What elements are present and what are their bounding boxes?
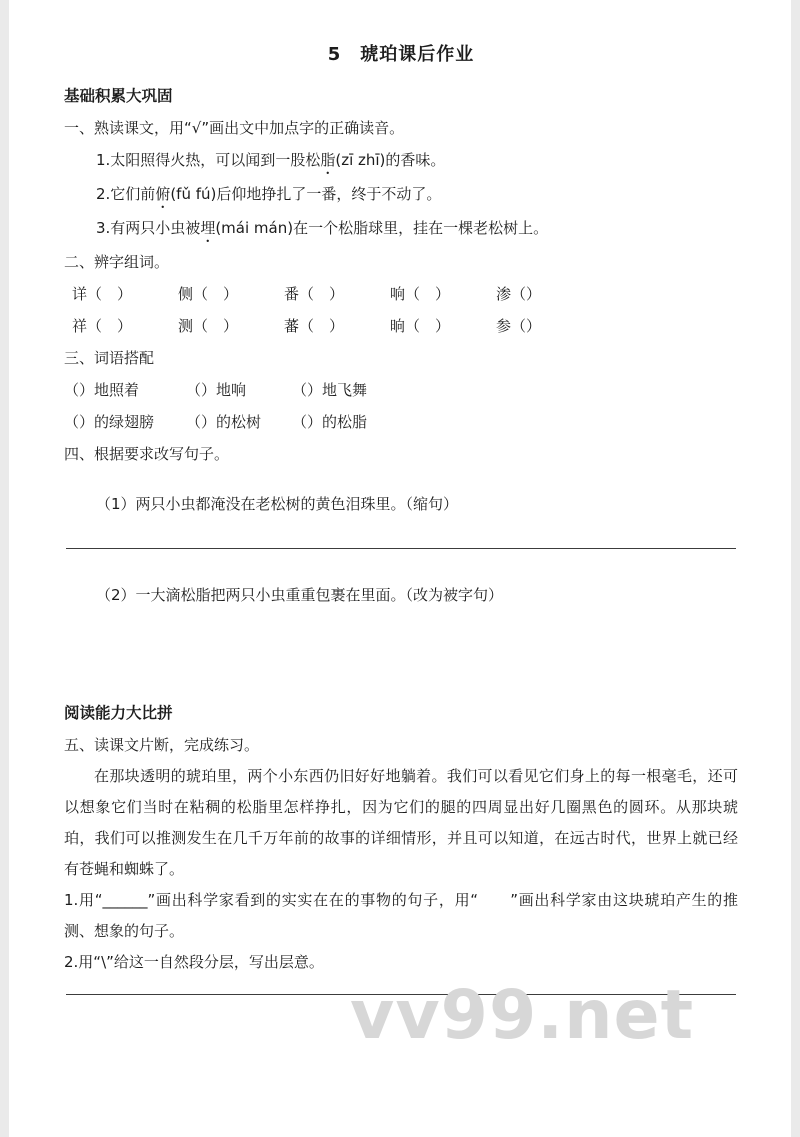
word-pair-cell: 番（ ） — [284, 285, 345, 303]
q5-prompt: 五、读课文片断，完成练习。 — [64, 736, 260, 754]
q4-prompt: 四、根据要求改写句子。 — [64, 445, 230, 463]
q1-prompt: 一、熟读课文，用“√”画出文中加点字的正确读音。 — [64, 119, 405, 137]
q1-item-1 — [64, 144, 738, 178]
q4-item-2: （2）一大滴松脂把两只小虫重重包裹在里面。（改为被字句） — [96, 586, 504, 604]
q1-item-3 — [64, 212, 738, 246]
reading-passage: 在那块透明的琥珀里，两个小东西仍旧好好地躺着。我们可以看见它们身上的每一根毫毛，还可以想象它们当时在粘稠的松脂里怎样挣扎，因为它们的腿的四周显出好几圈黑色的圆环。从那块琥珀，我们可以推测发生在几千万年前的故事的详细情形，并且可以知道，在远古时代，世界上就已经有苍蝇和蜘蛛了。 — [64, 767, 738, 878]
word-pair-cell: 参（） — [496, 317, 542, 335]
q4-item-1: （1）两只小虫都淹没在老松树的黄色泪珠里。（缩句） — [96, 495, 459, 513]
word-pair-cell: 渗（） — [496, 285, 542, 303]
q2-prompt: 二、辨字组词。 — [64, 253, 170, 271]
q1-item-2 — [64, 178, 738, 212]
word-pair-cell: 祥（ ） — [72, 317, 133, 335]
q2-row-2 — [64, 310, 738, 342]
phrase-cell: （）地响 — [186, 381, 247, 399]
word-pair-cell: 测（ ） — [178, 317, 239, 335]
q3-row-1 — [64, 374, 738, 406]
section2-header: 阅读能力大比拼 — [64, 704, 173, 722]
section1-header: 基础积累大巩固 — [64, 87, 173, 105]
q1-item-1-post: (zī zhī)的香味。 — [335, 151, 446, 169]
q1-item-2-pre: 2.它们前 — [96, 185, 156, 203]
q5-sub-2: 2.用“\”给这一自然段分层，写出层意。 — [64, 953, 324, 971]
q1-item-1-dotted-char: 脂 — [320, 151, 336, 169]
phrase-cell: （）的绿翅膀 — [64, 413, 155, 431]
watermark: vv99.net — [350, 976, 695, 1055]
word-pair-cell: 侧（ ） — [178, 285, 239, 303]
q1-item-2-dotted-char: 俯 — [155, 185, 171, 203]
word-pair-cell: 蕃（ ） — [284, 317, 345, 335]
phrase-cell: （）的松树 — [186, 413, 262, 431]
phrase-cell: （）地飞舞 — [292, 381, 368, 399]
q3-row-2 — [64, 406, 738, 438]
q1-item-3-pre: 3.有两只小虫被 — [96, 219, 201, 237]
word-pair-cell: 详（ ） — [72, 285, 133, 303]
q1-item-3-post: (mái mán)在一个松脂球里，挂在一棵老松树上。 — [215, 219, 549, 237]
q2-row-1 — [64, 278, 738, 310]
q1-item-1-pre: 1.太阳照得火热，可以闻到一股松 — [96, 151, 321, 169]
word-pair-cell: 晌（ ） — [390, 317, 451, 335]
q3-prompt: 三、词语搭配 — [64, 349, 155, 367]
word-pair-cell: 响（ ） — [390, 285, 451, 303]
page-title: 5 琥珀课后作业 — [327, 44, 475, 65]
phrase-cell: （）的松脂 — [292, 413, 368, 431]
q5-sub-1: 1.用“______”画出科学家看到的实实在在的事物的句子，用“ ”画出科学家由这块琥珀产生的推测、想象的句子。 — [64, 891, 738, 940]
answer-line-1 — [66, 548, 736, 549]
q1-item-3-dotted-char: 埋 — [200, 219, 216, 237]
q1-item-2-post: (fǔ fú)后仰地挣扎了一番，终于不动了。 — [170, 185, 442, 203]
phrase-cell: （）地照着 — [64, 381, 140, 399]
